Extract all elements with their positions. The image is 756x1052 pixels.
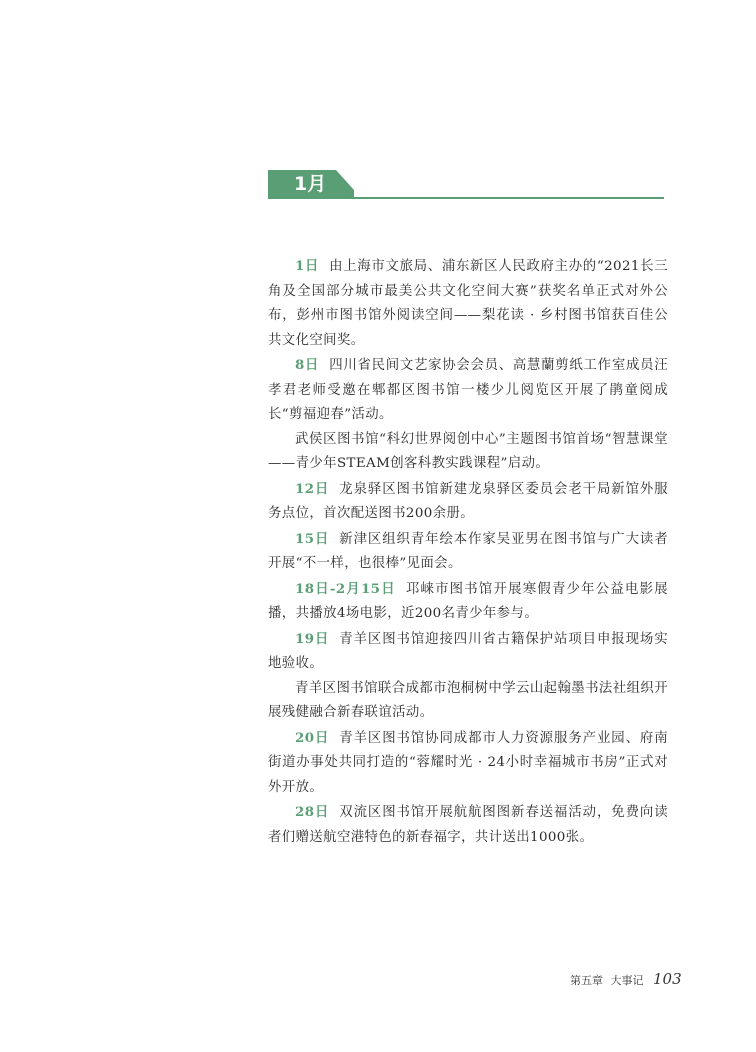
event-date: 15日 [295, 530, 330, 547]
footer-section: 大事记 [610, 974, 644, 987]
event-entry [268, 254, 668, 353]
event-text: 邛崃市图书馆开展寒假青少年公益电影展播，共播放4场电影，近200名青少年参与。 [268, 581, 669, 621]
event-text: 青羊区图书馆联合成都市泡桐树中学云山起翰墨书法社组织开展残健融合新春联谊活动。 [268, 680, 668, 720]
event-date: 18日-2月15日 [295, 580, 396, 597]
event-entry [268, 677, 668, 726]
event-date: 1日 [295, 258, 320, 274]
event-text: 由上海市文旅局、浦东新区人民政府主办的“2021长三角及全国部分城市最美公共文化空间大赛”获奖名单正式对外公布，彭州市图书馆外阅读空间——梨花读 · 乡村图书馆获百佳公共文化空间奖。 [268, 259, 668, 348]
event-entry [268, 726, 668, 801]
event-entry [268, 477, 668, 527]
event-text: 龙泉驿区图书馆新建龙泉驿区委员会老干局新馆外服务点位，首次配送图书200余册。 [268, 481, 668, 521]
event-text: 四川省民间文艺家协会会员、高慧蘭剪纸工作室成员汪孝君老师受邀在郫都区图书馆一楼少儿阅览区开展了鹃童阅成长“剪福迎春”活动。 [268, 358, 668, 422]
month-title: 1月 [294, 173, 327, 195]
event-date: 12日 [295, 480, 330, 497]
event-text: 新津区组织青年绘本作家吴亚男在图书馆与广大读者开展“不一样，也很棒”见面会。 [268, 531, 668, 571]
event-entry [268, 527, 668, 577]
event-date: 19日 [295, 630, 330, 647]
event-date: 8日 [295, 357, 320, 373]
event-text: 双流区图书馆开展航航图图新春送福活动，免费向读者们赠送航空港特色的新春福字，共计送出1000张。 [268, 805, 668, 845]
event-text: 青羊区图书馆迎接四川省古籍保护站项目申报现场实地验收。 [268, 631, 668, 671]
event-entry [268, 800, 668, 850]
month-header [268, 170, 664, 200]
page-number: 103 [653, 970, 682, 988]
footer-chapter: 第五章 [570, 974, 603, 987]
page-footer [570, 970, 682, 988]
event-entry [268, 627, 668, 677]
event-entry [268, 353, 668, 428]
event-entry [268, 428, 668, 477]
event-text: 武侯区图书馆“科幻世界阅创中心”主题图书馆首场“智慧课堂——青少年STEAM创客科教实践课程”启动。 [268, 431, 668, 471]
event-text: 青羊区图书馆协同成都市人力资源服务产业园、府南街道办事处共同打造的“蓉耀时光 · 24小时幸福城市书房”正式对外开放。 [268, 730, 668, 795]
event-entry [268, 577, 668, 627]
event-date: 28日 [295, 804, 330, 820]
event-list [268, 254, 668, 850]
header-rule [268, 197, 664, 199]
event-date: 20日 [295, 729, 330, 746]
